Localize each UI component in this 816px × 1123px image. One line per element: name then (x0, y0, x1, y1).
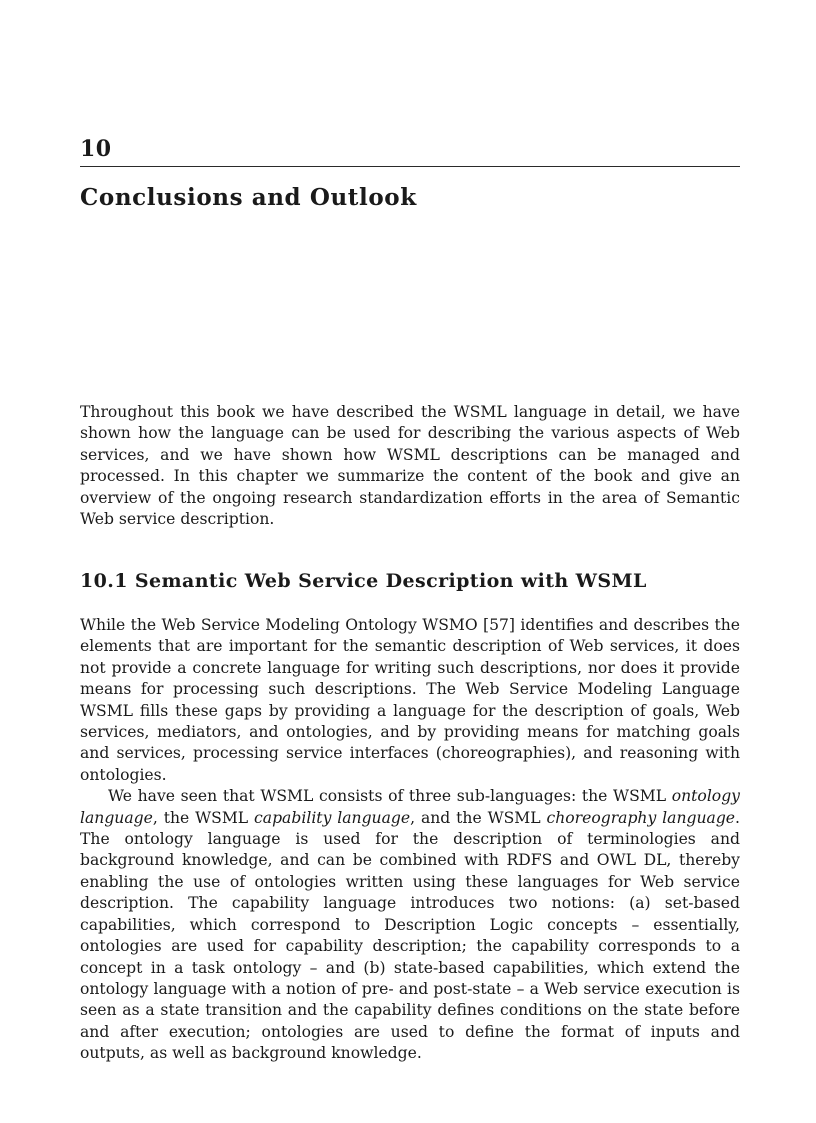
paragraph-1: While the Web Service Modeling Ontology WSMO [57] identifies and describes the elements that are important for the semantic description of Web services, it does not provide a concrete language for writing such descriptions, nor does it provide means for processing such descriptions. The Web Service Modeling Language WSML fills these gaps by providing a language for the description of goals, Web services, mediators, and ontologies, and by providing means for matching goals and services, processing service interfaces (choreographies), and reasoning with ontologies. (80, 616, 740, 784)
chapter-abstract: Throughout this book we have described the WSML language in detail, we have shown how the language can be used for describing the various aspects of Web services, and we have shown how WSML descriptions can be managed and processed. In this chapter we summarize the content of the book and give an overview of the ongoing research standardization efforts in the area of Semantic Web service description. (80, 403, 740, 529)
book-page (80, 0, 740, 1123)
paragraph-2 (80, 786, 740, 1064)
paragraph-2-part-4: . The ontology language is used for the description of terminologies and background knowledge, and can be combined with RDFS and OWL DL, thereby enabling the use of ontologies written using these languages for Web service description. The capability language introduces two notions: (a) set-based capabilities, which correspond to Description Logic concepts – essentially, ontologies are used for capability description; the capability corresponds to a concept in a task ontology – and (b) state-based capabilities, which extend the ontology language with a notion of pre- and post-state – a Web service execution is seen as a state transition and the capability defines conditions on the state before and after execution; ontologies are used to define the format of inputs and outputs, as well as background knowledge. (80, 808, 740, 1063)
paragraph-2-part-3: , and the WSML (410, 808, 547, 827)
chapter-number: 10 (80, 136, 112, 162)
capability-language-term: capability language (254, 808, 411, 827)
choreography-language-term: choreography language (546, 808, 736, 827)
paragraph-2-part-2: , the WSML (152, 808, 255, 827)
paragraph-2-part-1: We have seen that WSML consists of three sub-languages: the WSML (108, 787, 672, 806)
section-body (80, 615, 740, 1065)
chapter-rule (80, 166, 740, 167)
ontology-language-term: ontology language (80, 787, 740, 827)
section-title: 10.1 Semantic Web Service Description with WSML (80, 570, 647, 592)
chapter-title: Conclusions and Outlook (80, 184, 417, 211)
